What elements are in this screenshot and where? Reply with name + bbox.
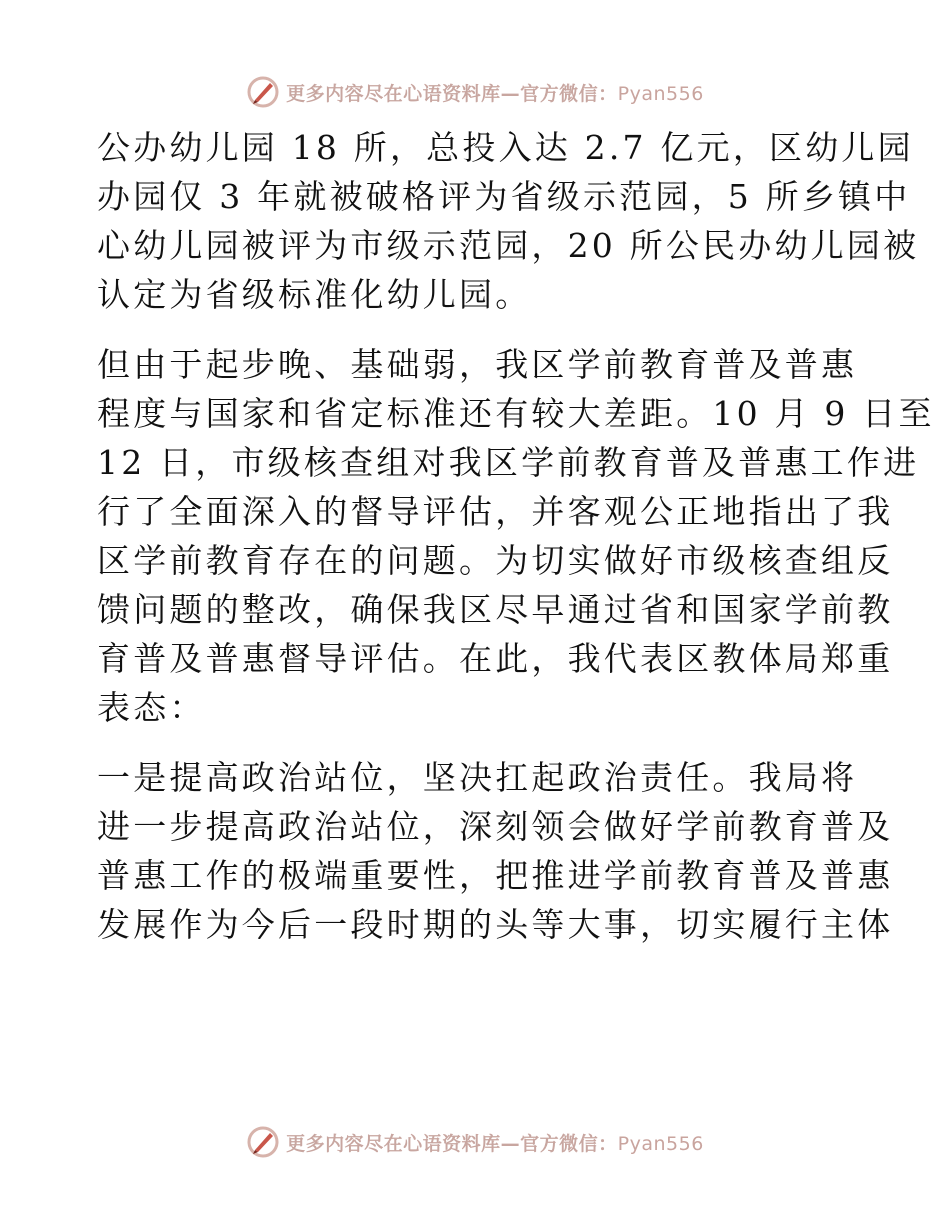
text-line: 育普及普惠督导评估。在此，我代表区教体局郑重	[97, 639, 894, 678]
text-line: 公办幼儿园 18 所，总投入达 2.7 亿元，区幼儿园	[97, 128, 914, 167]
text-line: 进一步提高政治站位，深刻领会做好学前教育普及	[97, 807, 894, 846]
watermark-text: 更多内容尽在心语资料库—官方微信：Pyan556	[286, 1132, 704, 1155]
watermark-text: 更多内容尽在心语资料库—官方微信：Pyan556	[286, 82, 704, 105]
text-line: 行了全面深入的督导评估，并客观公正地指出了我	[97, 492, 894, 531]
text-line: 程度与国家和省定标准还有较大差距。10 月 9 日至	[97, 394, 935, 433]
paragraph-3	[97, 753, 894, 949]
footer-watermark	[0, 1122, 950, 1162]
watermark-wechat-id: Pyan556	[617, 1132, 704, 1155]
text-line: 普惠工作的极端重要性，把推进学前教育普及普惠	[97, 856, 894, 895]
text-line: 但由于起步晚、基础弱，我区学前教育普及普惠	[97, 345, 858, 384]
text-line: 馈问题的整改，确保我区尽早通过省和国家学前教	[97, 590, 894, 629]
watermark-wechat-id: Pyan556	[617, 82, 704, 105]
text-line: 区学前教育存在的问题。为切实做好市级核查组反	[97, 541, 894, 580]
paragraph-spacer	[97, 319, 862, 340]
quill-logo-icon	[246, 1125, 280, 1159]
document-body	[97, 123, 935, 949]
text-line: 12 日，市级核查组对我区学前教育普及普惠工作进	[97, 443, 920, 482]
quill-logo-icon	[246, 75, 280, 109]
header-watermark	[0, 72, 950, 112]
text-line: 一是提高政治站位，坚决扛起政治责任。我局将	[97, 758, 858, 797]
text-line: 心幼儿园被评为市级示范园，20 所公民办幼儿园被	[97, 226, 920, 265]
text-line: 表态：	[97, 688, 206, 727]
paragraph-1	[97, 123, 920, 319]
text-line: 发展作为今后一段时期的头等大事，切实履行主体	[97, 905, 894, 944]
paragraph-spacer	[97, 732, 862, 753]
text-line: 认定为省级标准化幼儿园。	[97, 275, 532, 314]
text-line: 办园仅 3 年就被破格评为省级示范园，5 所乡镇中	[97, 177, 911, 216]
paragraph-2	[97, 340, 935, 732]
